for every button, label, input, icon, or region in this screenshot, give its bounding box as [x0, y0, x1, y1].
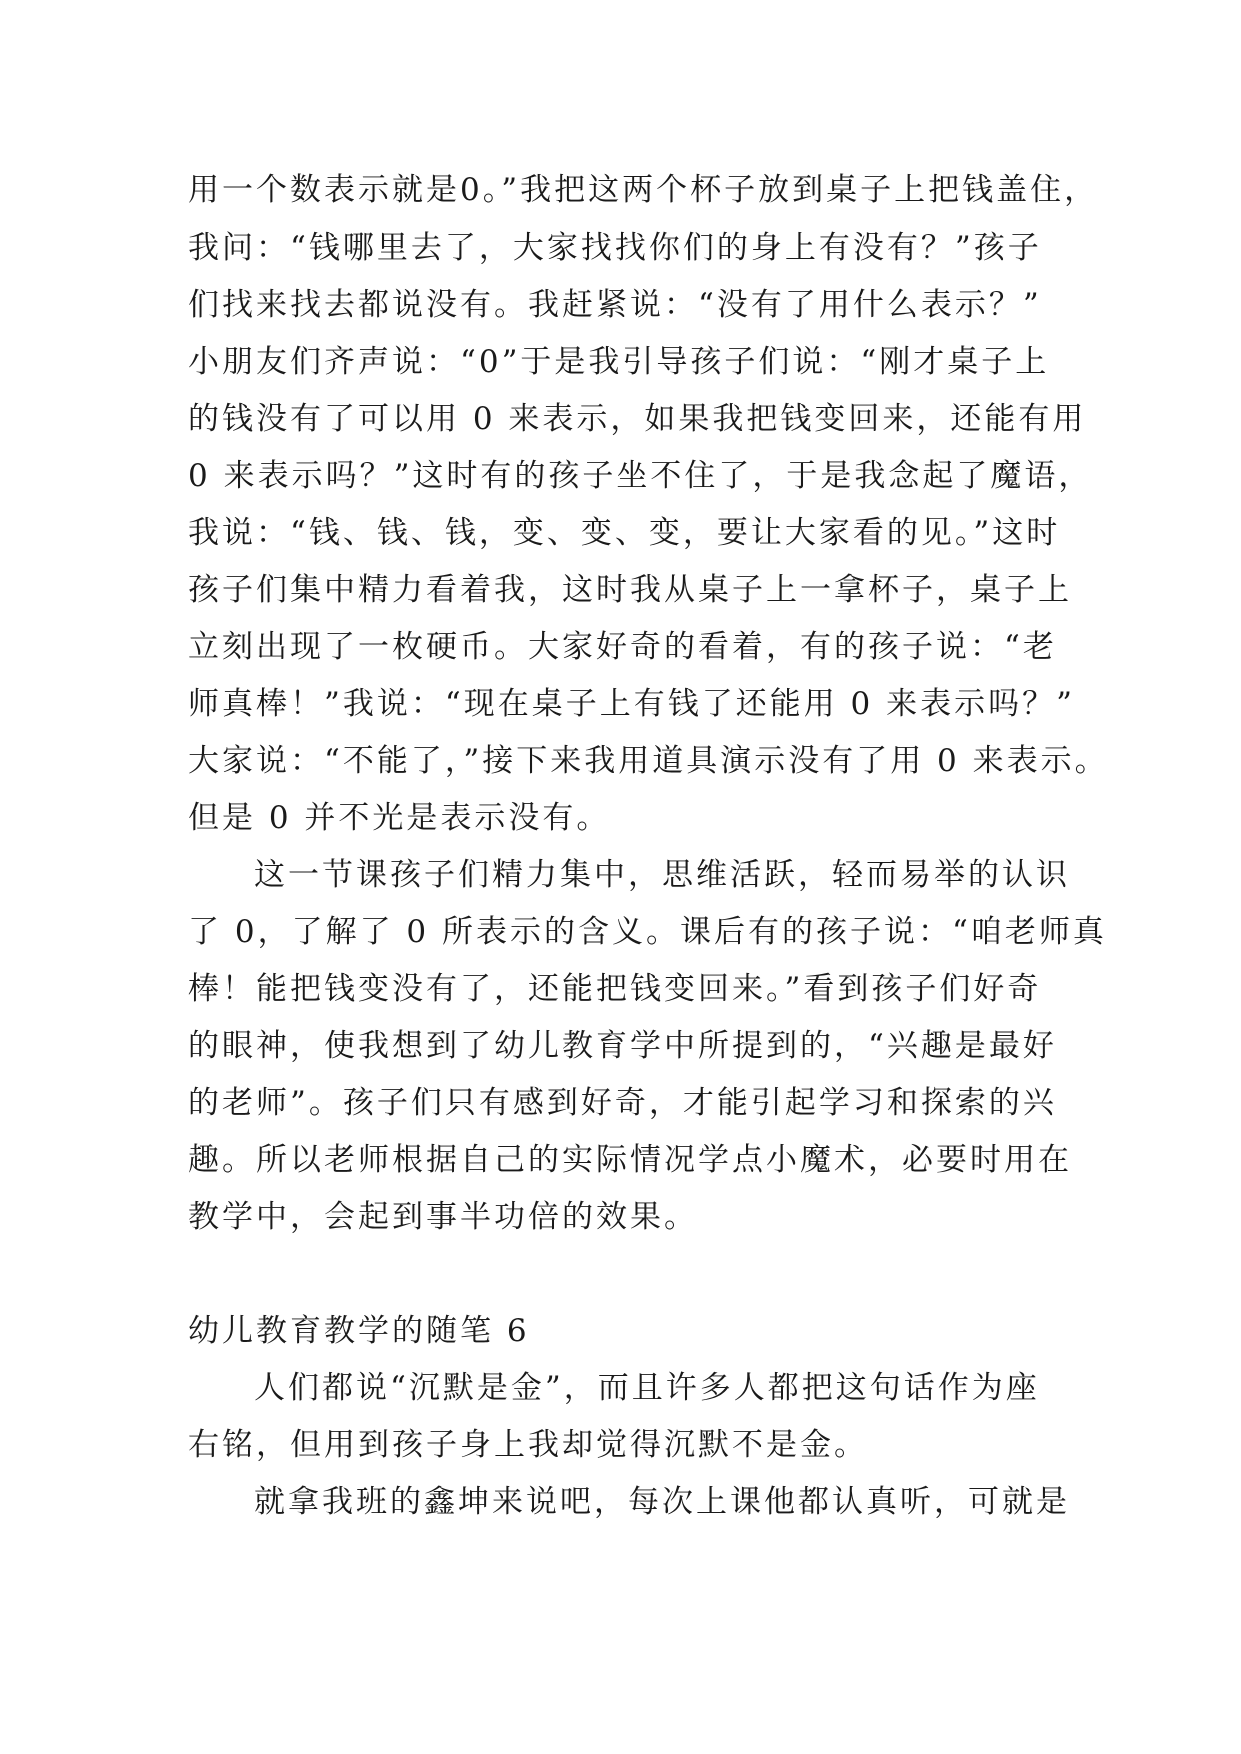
text-line: 趣。所以老师根据自己的实际情况学点小魔术，必要时用在 [188, 1142, 1072, 1178]
text-line: 教学中，会起到事半功倍的效果。 [188, 1199, 698, 1235]
text-line: 棒！能把钱变没有了，还能把钱变回来。”看到孩子们好奇 [188, 971, 1042, 1007]
section-heading: 幼儿教育教学的随笔 6 [188, 1313, 530, 1349]
text-line: 师真棒！”我说：“现在桌子上有钱了还能用 0 来表示吗？” [188, 686, 1075, 722]
text-line: 了 0，了解了 0 所表示的含义。课后有的孩子说：“咱老师真 [188, 914, 1107, 950]
text-line: 用一个数表示就是0。”我把这两个杯子放到桌子上把钱盖住， [188, 172, 1099, 208]
text-line: 立刻出现了一枚硬币。大家好奇的看着，有的孩子说：“老 [188, 629, 1057, 665]
paragraph-first-line: 就拿我班的鑫坤来说吧，每次上课他都认真听，可就是 [254, 1484, 1070, 1520]
text-line: 小朋友们齐声说：“0”于是我引导孩子们说：“刚才桌子上 [188, 344, 1050, 380]
text-line: 我说：“钱、钱、钱，变、变、变，要让大家看的见。”这时 [188, 515, 1061, 551]
text-line: 孩子们集中精力看着我，这时我从桌子上一拿杯子，桌子上 [188, 572, 1072, 608]
text-line: 大家说：“不能了，”接下来我用道具演示没有了用 0 来表示。 [188, 743, 1109, 779]
text-line: 的钱没有了可以用 0 来表示，如果我把钱变回来，还能有用 [188, 401, 1087, 437]
paragraph-first-line: 这一节课孩子们精力集中，思维活跃，轻而易举的认识 [254, 857, 1070, 893]
text-line: 右铭，但用到孩子身上我却觉得沉默不是金。 [188, 1427, 868, 1463]
paragraph-first-line: 人们都说“沉默是金”，而且许多人都把这句话作为座 [254, 1370, 1040, 1406]
text-line: 的眼神，使我想到了幼儿教育学中所提到的，“兴趣是最好 [188, 1028, 1057, 1064]
text-line: 但是 0 并不光是表示没有。 [188, 800, 611, 836]
text-line: 的老师”。孩子们只有感到好奇，才能引起学习和探索的兴 [188, 1085, 1057, 1121]
text-line: 们找来找去都说没有。我赶紧说：“没有了用什么表示？” [188, 287, 1042, 323]
text-line: 我问：“钱哪里去了，大家找找你们的身上有没有？”孩子 [188, 230, 1042, 266]
text-line: 0 来表示吗？”这时有的孩子坐不住了，于是我念起了魔语， [188, 458, 1093, 494]
